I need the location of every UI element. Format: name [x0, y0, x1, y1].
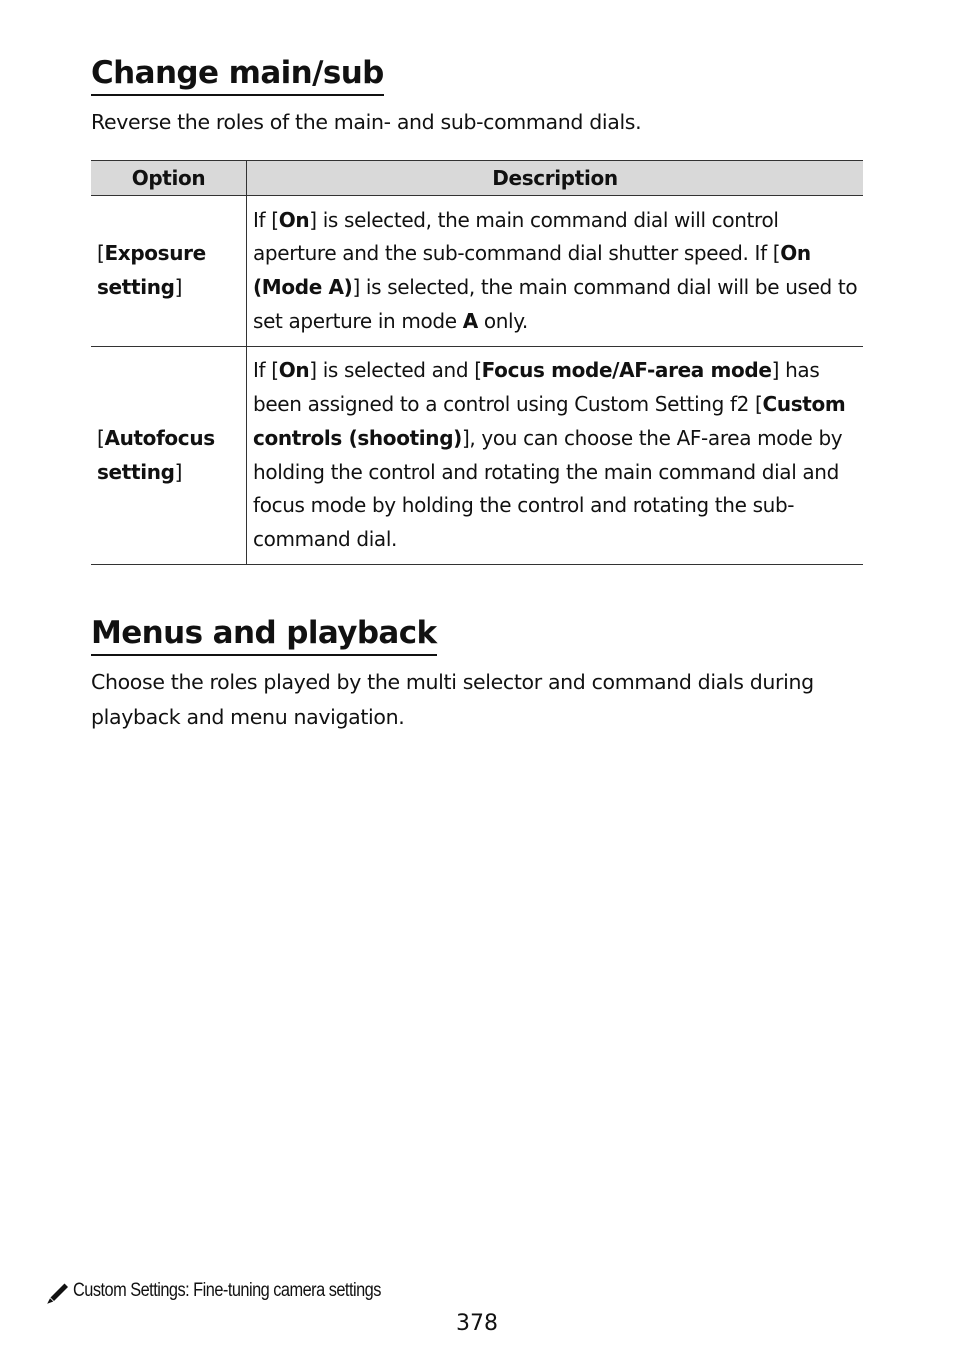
table-row [91, 196, 863, 347]
description-text: only. [477, 308, 528, 333]
description-bold: Focus mode/AF-area mode [481, 358, 772, 383]
options-table [91, 160, 863, 565]
section-title-change-main-sub: Change main/sub [91, 54, 384, 96]
description-text: ] is selected, the main command dial will control aperture and the sub-command dial shutter speed. If [ [253, 207, 781, 266]
section-intro-change-main-sub: Reverse the roles of the main- and sub-command dials. [91, 110, 642, 134]
description-bold: Custom controls (shooting) [253, 392, 846, 450]
description-text: ], you can choose the AF-area mode by holding the control and rotating the main command dial and focus mode by holding the control and rotating the sub-command dial. [253, 425, 843, 551]
description-text: ] has been assigned to a control using Custom Setting f2 [ [253, 358, 820, 417]
bracket-close: ] [174, 459, 183, 484]
description-text: If [ [253, 207, 279, 232]
column-header-option: Option [91, 161, 247, 196]
description-bold: A [462, 308, 478, 333]
description-bold: On [278, 358, 310, 383]
description-text: ] is selected, the main command dial will be used to set aperture in mode [253, 275, 858, 333]
bracket-close: ] [174, 275, 183, 299]
table-header-row [91, 161, 863, 196]
section-title-menus-and-playback: Menus and playback [91, 614, 437, 656]
description-text: ] is selected and [ [309, 358, 482, 383]
table-row [91, 347, 863, 565]
option-cell [91, 196, 247, 347]
bracket-open: [ [97, 241, 105, 266]
footer-chapter-link[interactable]: Custom Settings: Fine-tuning camera settings [73, 1280, 381, 1301]
option-cell [91, 347, 247, 565]
bracket-open: [ [97, 425, 105, 450]
page-number: 378 [456, 1311, 498, 1336]
option-name: Autofocus setting [97, 425, 215, 484]
description-cell [247, 196, 864, 347]
pencil-icon [45, 1281, 70, 1306]
description-text: If [ [253, 358, 279, 383]
column-header-description: Description [247, 161, 864, 196]
description-cell [247, 347, 864, 565]
section-intro-menus-and-playback: Choose the roles played by the multi selector and command dials during playback and menu navigation. [91, 670, 814, 729]
description-bold: On (Mode A) [253, 241, 811, 299]
description-bold: On [278, 207, 310, 232]
option-name: Exposure setting [97, 241, 206, 299]
